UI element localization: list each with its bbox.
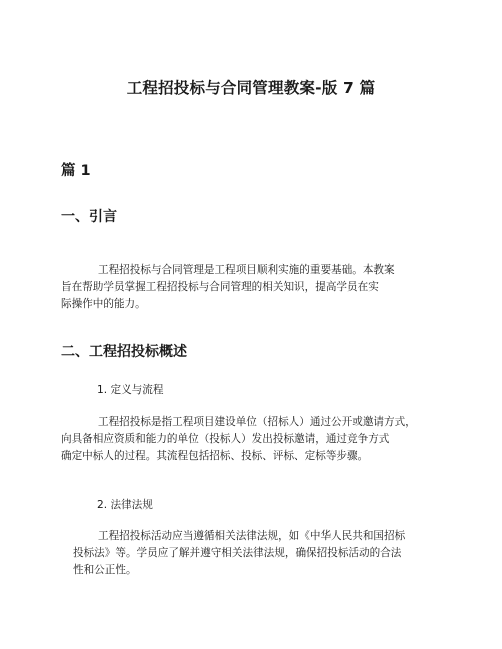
document-title: 工程招投标与合同管理教案-版 7 篇: [126, 79, 376, 97]
paragraph-line: 际操作中的能力。: [61, 298, 146, 310]
definition-paragraph: [61, 414, 416, 465]
paragraph-line: 旨在帮助学员掌握工程招投标与合同管理的相关知识，提高学员在实: [61, 281, 379, 293]
paragraph-line: 向具备相应资质和能力的单位（投标人）发出投标邀请，通过竞争方式: [61, 433, 390, 445]
introduction-paragraph: [61, 262, 395, 313]
section-heading-bidding-overview: 二、工程招投标概述: [61, 344, 187, 360]
section-heading-introduction: 一、引言: [61, 209, 117, 225]
subheading-laws-and-regulations: 2. 法律法规: [97, 499, 153, 511]
paragraph-line: 投标法》等。学员应了解并遵守相关法律法规，确保招投标活动的合法: [73, 547, 402, 559]
paragraph-line: 工程招投标与合同管理是工程项目顺利实施的重要基础。本教案: [98, 264, 395, 276]
paragraph-line: 确定中标人的过程。其流程包括招标、投标、评标、定标等步骤。: [61, 450, 369, 462]
paragraph-line: 性和公正性。: [73, 564, 137, 576]
laws-paragraph: [61, 528, 405, 579]
paragraph-line: 工程招投标是指工程项目建设单位（招标人）通过公开或邀请方式，: [98, 416, 416, 428]
paragraph-line: 工程招投标活动应当遵循相关法律法规，如《中华人民共和国招标: [98, 530, 406, 542]
subheading-definition-and-process: 1. 定义与流程: [97, 384, 164, 396]
part-heading: 篇 1: [61, 163, 91, 179]
